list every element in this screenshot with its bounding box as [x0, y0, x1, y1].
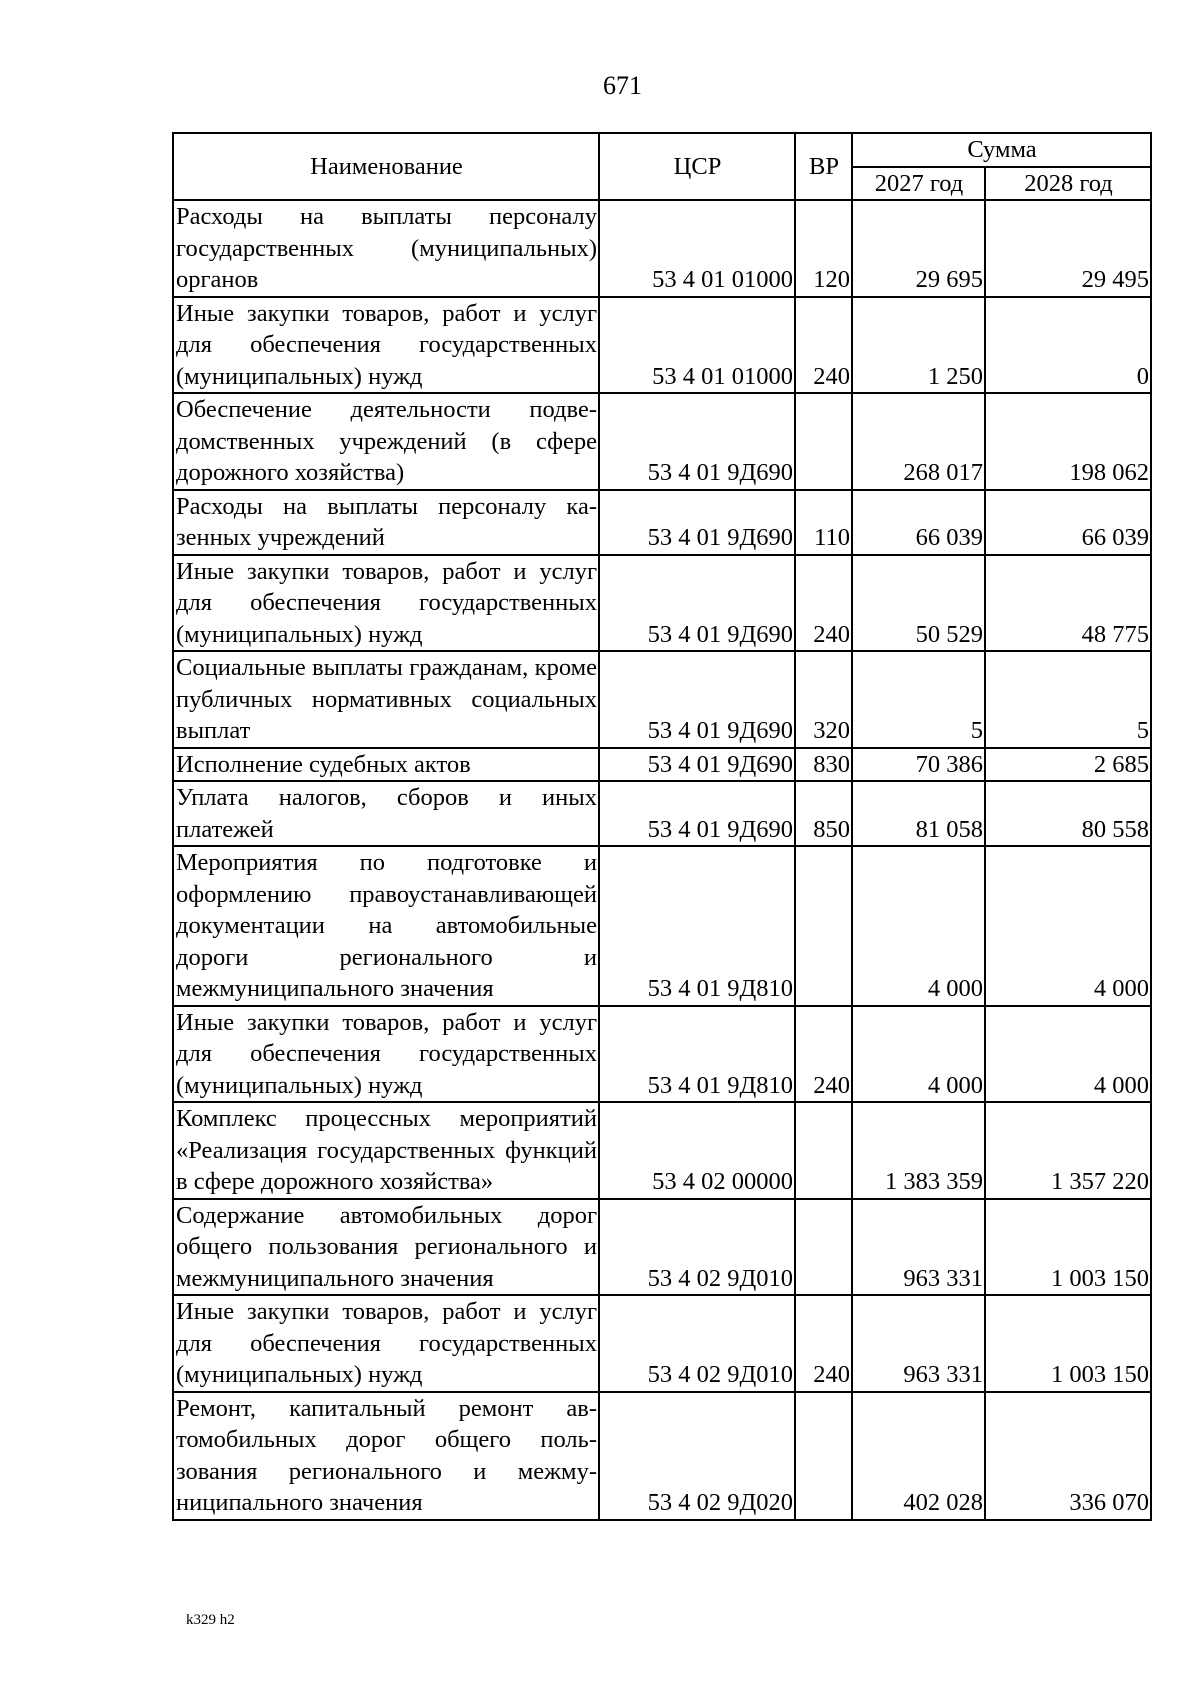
row-name: Иные закупки товаров, работ и услуг для обеспечения государственных (муниципальных) нужд	[173, 1295, 599, 1392]
table-row	[173, 555, 1151, 652]
table-row	[173, 781, 1151, 846]
row-vr: 110	[795, 490, 852, 555]
row-sum-2027: 81 058	[852, 781, 985, 846]
row-sum-2028: 2 685	[985, 748, 1151, 782]
row-csr: 53 4 02 9Д020	[599, 1392, 795, 1520]
header-csr: ЦСР	[599, 133, 795, 200]
row-sum-2028: 29 495	[985, 200, 1151, 297]
row-csr: 53 4 01 9Д690	[599, 490, 795, 555]
row-csr: 53 4 02 00000	[599, 1102, 795, 1199]
row-sum-2028: 198 062	[985, 393, 1151, 490]
row-sum-2027: 66 039	[852, 490, 985, 555]
row-sum-2027: 5	[852, 651, 985, 748]
table-row	[173, 200, 1151, 297]
row-sum-2028: 1 003 150	[985, 1295, 1151, 1392]
row-sum-2027: 70 386	[852, 748, 985, 782]
row-vr: 240	[795, 1006, 852, 1103]
row-name: Социальные выплаты гражданам, кроме публичных нормативных социальных выплат	[173, 651, 599, 748]
header-vr: ВР	[795, 133, 852, 200]
table-row	[173, 1199, 1151, 1296]
table-row	[173, 393, 1151, 490]
header-sum: Сумма	[852, 133, 1151, 167]
row-name: Исполнение судебных актов	[173, 748, 599, 782]
row-sum-2027: 4 000	[852, 1006, 985, 1103]
row-csr: 53 4 02 9Д010	[599, 1295, 795, 1392]
row-sum-2027: 963 331	[852, 1295, 985, 1392]
budget-table	[172, 132, 1152, 1521]
row-sum-2028: 4 000	[985, 1006, 1151, 1103]
row-sum-2027: 402 028	[852, 1392, 985, 1520]
table-row	[173, 651, 1151, 748]
row-vr: 850	[795, 781, 852, 846]
row-sum-2027: 1 383 359	[852, 1102, 985, 1199]
row-csr: 53 4 01 9Д690	[599, 555, 795, 652]
row-sum-2028: 1 003 150	[985, 1199, 1151, 1296]
row-vr: 830	[795, 748, 852, 782]
table-body	[173, 200, 1151, 1520]
table-row	[173, 1295, 1151, 1392]
row-csr: 53 4 01 9Д810	[599, 846, 795, 1006]
row-sum-2027: 268 017	[852, 393, 985, 490]
row-sum-2028: 5	[985, 651, 1151, 748]
row-name: Иные закупки товаров, работ и услуг для обеспечения государственных (муниципальных) нужд	[173, 555, 599, 652]
row-sum-2028: 48 775	[985, 555, 1151, 652]
row-csr: 53 4 01 9Д690	[599, 748, 795, 782]
row-sum-2028: 4 000	[985, 846, 1151, 1006]
row-vr	[795, 393, 852, 490]
row-vr	[795, 846, 852, 1006]
row-sum-2028: 336 070	[985, 1392, 1151, 1520]
row-name: Ремонт, капитальный ремонт автомобильных дорог общего пользования регионального и межмуниципального значения	[173, 1392, 599, 1520]
row-vr: 240	[795, 297, 852, 394]
row-vr: 320	[795, 651, 852, 748]
row-name: Комплекс процессных мероприятий «Реализация государственных функций в сфере дорожного хозяйства»	[173, 1102, 599, 1199]
row-vr	[795, 1199, 852, 1296]
row-sum-2028: 1 357 220	[985, 1102, 1151, 1199]
row-name: Расходы на выплаты персоналу государственных (муниципальных) органов	[173, 200, 599, 297]
header-name: Наименование	[173, 133, 599, 200]
table-row	[173, 1006, 1151, 1103]
row-csr: 53 4 02 9Д010	[599, 1199, 795, 1296]
table-row	[173, 1392, 1151, 1520]
row-name: Мероприятия по подготовке и оформлению правоустанавливающей документации на автомобильные дороги регионального и межмуниципального значения	[173, 846, 599, 1006]
header-year-2028: 2028 год	[985, 167, 1151, 201]
table-row	[173, 490, 1151, 555]
page-number: 671	[603, 71, 642, 100]
row-sum-2027: 1 250	[852, 297, 985, 394]
row-vr: 240	[795, 555, 852, 652]
row-csr: 53 4 01 9Д690	[599, 651, 795, 748]
row-sum-2028: 66 039	[985, 490, 1151, 555]
row-sum-2028: 80 558	[985, 781, 1151, 846]
row-name: Иные закупки товаров, работ и услуг для обеспечения государственных (муниципальных) нужд	[173, 1006, 599, 1103]
row-sum-2027: 29 695	[852, 200, 985, 297]
row-name: Расходы на выплаты персоналу казенных учреждений	[173, 490, 599, 555]
row-sum-2027: 963 331	[852, 1199, 985, 1296]
row-csr: 53 4 01 9Д690	[599, 781, 795, 846]
table-row	[173, 297, 1151, 394]
row-name: Уплата налогов, сборов и иных платежей	[173, 781, 599, 846]
row-vr	[795, 1102, 852, 1199]
row-csr: 53 4 01 01000	[599, 200, 795, 297]
row-vr: 120	[795, 200, 852, 297]
row-name: Содержание автомобильных дорог общего пользования регионального и межмуниципального значения	[173, 1199, 599, 1296]
row-sum-2027: 50 529	[852, 555, 985, 652]
footer-code: k329 h2	[186, 1612, 235, 1628]
row-csr: 53 4 01 9Д690	[599, 393, 795, 490]
table-row	[173, 1102, 1151, 1199]
table-header	[173, 133, 1151, 200]
row-csr: 53 4 01 01000	[599, 297, 795, 394]
row-sum-2028: 0	[985, 297, 1151, 394]
row-vr	[795, 1392, 852, 1520]
row-vr: 240	[795, 1295, 852, 1392]
row-csr: 53 4 01 9Д810	[599, 1006, 795, 1103]
table-row	[173, 846, 1151, 1006]
row-name: Обеспечение деятельности подведомственных учреждений (в сфере дорожного хозяйства)	[173, 393, 599, 490]
row-name: Иные закупки товаров, работ и услуг для обеспечения государственных (муниципальных) нужд	[173, 297, 599, 394]
header-year-2027: 2027 год	[852, 167, 985, 201]
row-sum-2027: 4 000	[852, 846, 985, 1006]
table-row	[173, 748, 1151, 782]
